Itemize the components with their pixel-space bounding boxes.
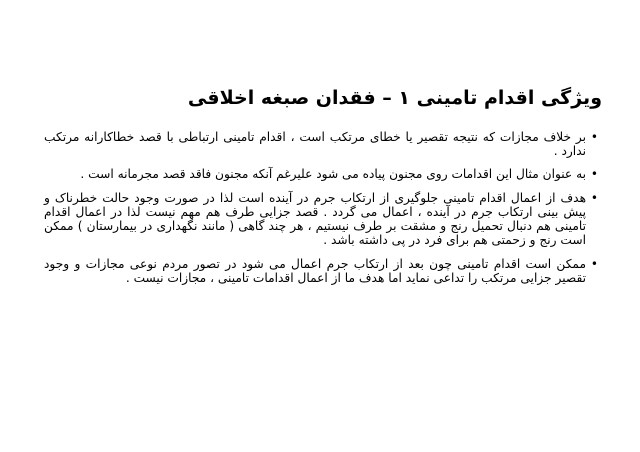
bullet-list [44, 130, 598, 285]
bullet-item: • بر خلاف مجازات که نتیجه تقصیر یا خطای مرتکب است ، اقدام تامینی ارتباطی با قصد خطاکارانه مرتکب ندارد . [44, 130, 598, 158]
bullet-item: • هدف از اعمال اقدام تامینی جلوگیری از ارتکاب جرم در آینده است لذا در صورت وجود حالت خطرناک و پیش بینی ارتکاب جرم در آینده ، اعمال می گردد . قصد جزایی طرف هم مهم نیست لذا در اعمال اقدام تامینی هم دنبال تحمیل رنج و مشقت بر طرف نیستیم ، هر چند گاهی ( مانند نگهداری در بیمارستان ) ممکن است رنج و زحمتی هم برای فرد در پی داشته باشد . [44, 191, 598, 247]
slide-title: ویژگی اقدام تامینی ۱ – فقدان صبغه اخلاقی [187, 87, 602, 109]
bullet-item: • ممکن است اقدام تامینی چون بعد از ارتکاب جرم اعمال می شود در تصور مردم نوعی مجازات و وجود تقصیر جزایی مرتکب را تداعی نماید اما هدف ما از اعمال اقدامات تامینی ، مجازات نیست . [44, 257, 598, 285]
bullet-item: • به عنوان مثال این اقدامات روی مجنون پیاده می شود علیرغم آنکه مجنون فاقد قصد مجرمانه است . [44, 167, 598, 181]
